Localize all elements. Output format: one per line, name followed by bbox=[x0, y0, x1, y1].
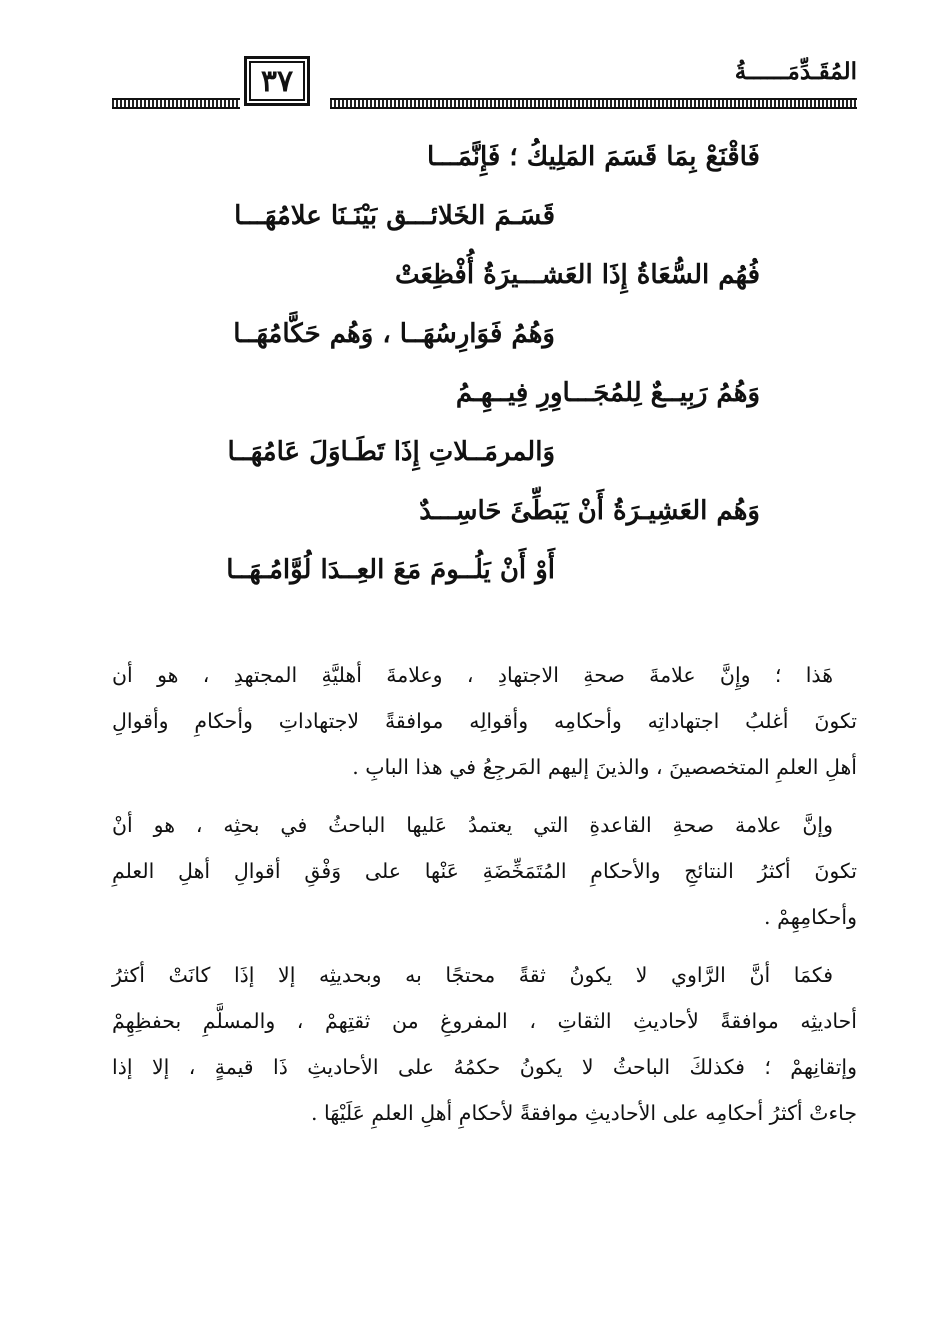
paragraph-line: وإتقانِهمْ ؛ فكذلكَ الباحثُ لا يكونُ حكمُهُ على الأحاديثِ ذَا قيمةٍ ، إلا إذا bbox=[112, 1055, 857, 1079]
paragraph-3 bbox=[112, 952, 857, 1136]
paragraph-2 bbox=[112, 802, 857, 940]
prose-body bbox=[112, 652, 857, 1148]
header-rule-left bbox=[112, 98, 240, 109]
poem-verse-3-second-hemistich: وَالمرمَــلاتِ إِذَا تَطَـاوَلَ عَامُهَــا bbox=[227, 437, 555, 467]
poem-verse-2-first-hemistich: فُهُم السُّعَاةُ إِذَا العَشـــيرَةُ أُفْظِعَتْ bbox=[395, 260, 760, 290]
paragraph-line: أحاديثِه موافقةً لأحاديثِ الثقاتِ ، المفروغِ من ثقتِهمْ ، والمسلَّمِ بحفظِهِمْ bbox=[112, 1009, 857, 1033]
poem bbox=[200, 128, 760, 600]
paragraph-line: وأحكامِهِمْ . bbox=[764, 905, 857, 929]
page-header bbox=[112, 48, 857, 118]
poem-verse-1-second-hemistich: قَسَـمَ الخَلائـــق بَيْنَـنَا علامُهَـــا bbox=[234, 201, 555, 231]
running-title: المُقَـدِّمَــــــةُ bbox=[734, 58, 857, 85]
paragraph-line: أهلِ العلمِ المتخصصينَ ، والذينَ إليهم المَرجِعُ في هذا البابِ . bbox=[352, 755, 857, 779]
paragraph-line: تكونَ أغلبُ اجتهاداتِه وأحكامِه وأقوالِه موافقةً لاجتهاداتِ وأحكامِ وأقوالِ bbox=[112, 709, 857, 733]
poem-verse-4-first-hemistich: وَهُم العَشِيـرَةُ أَنْ يَبَطِّئَ حَاسِـــدٌ bbox=[419, 496, 760, 526]
paragraph-line: تكونَ أكثرُ النتائجِ والأحكامِ المُتَمَخِّضَةِ عَنْها على وَفْقِ أقوالِ أهلِ العلمِ bbox=[112, 859, 857, 883]
header-rule-right bbox=[330, 98, 857, 109]
paragraph-line: هَذا ؛ وإِنَّ علامةَ صحةِ الاجتهادِ ، وعلامةَ أهليَّةِ المجتهدِ ، هو أن bbox=[112, 663, 833, 687]
poem-verse-1-first-hemistich: فَاقْنَعْ بِمَا قَسَمَ المَلِيكُ ؛ فَإِنَّمَـــا bbox=[426, 142, 760, 172]
paragraph-line: فكمَا أنَّ الرَّاوي لا يكونُ ثقةً محتجًا به وبحديثِه إلا إذَا كانَتْ أكثرُ bbox=[112, 963, 833, 987]
poem-verse-4-second-hemistich: أَوْ أَنْ يَلُــومَ مَعَ العِــدَا لُوَّامُـهَــا bbox=[226, 555, 555, 585]
page-number: ٣٧ bbox=[244, 56, 310, 106]
paragraph-line: وإنَّ علامة صحةِ القاعدةِ التي يعتمدُ عَليها الباحثُ في بحثِه ، هو أنْ bbox=[112, 813, 833, 837]
poem-verse-3-first-hemistich: وَهُمُ رَبِيــعٌ لِلمُجَـــاوِرِ فِيــهِـمُ bbox=[455, 378, 760, 408]
paragraph-1 bbox=[112, 652, 857, 790]
paragraph-line: جاءتْ أكثرُ أحكامِه على الأحاديثِ موافقةً لأحكامِ أهلِ العلمِ عَلَيْهَا . bbox=[310, 1101, 857, 1125]
poem-verse-2-second-hemistich: وَهُمُ فَوَارِسُهَــا ، وَهُم حَكَّامُهَــا bbox=[233, 319, 555, 349]
